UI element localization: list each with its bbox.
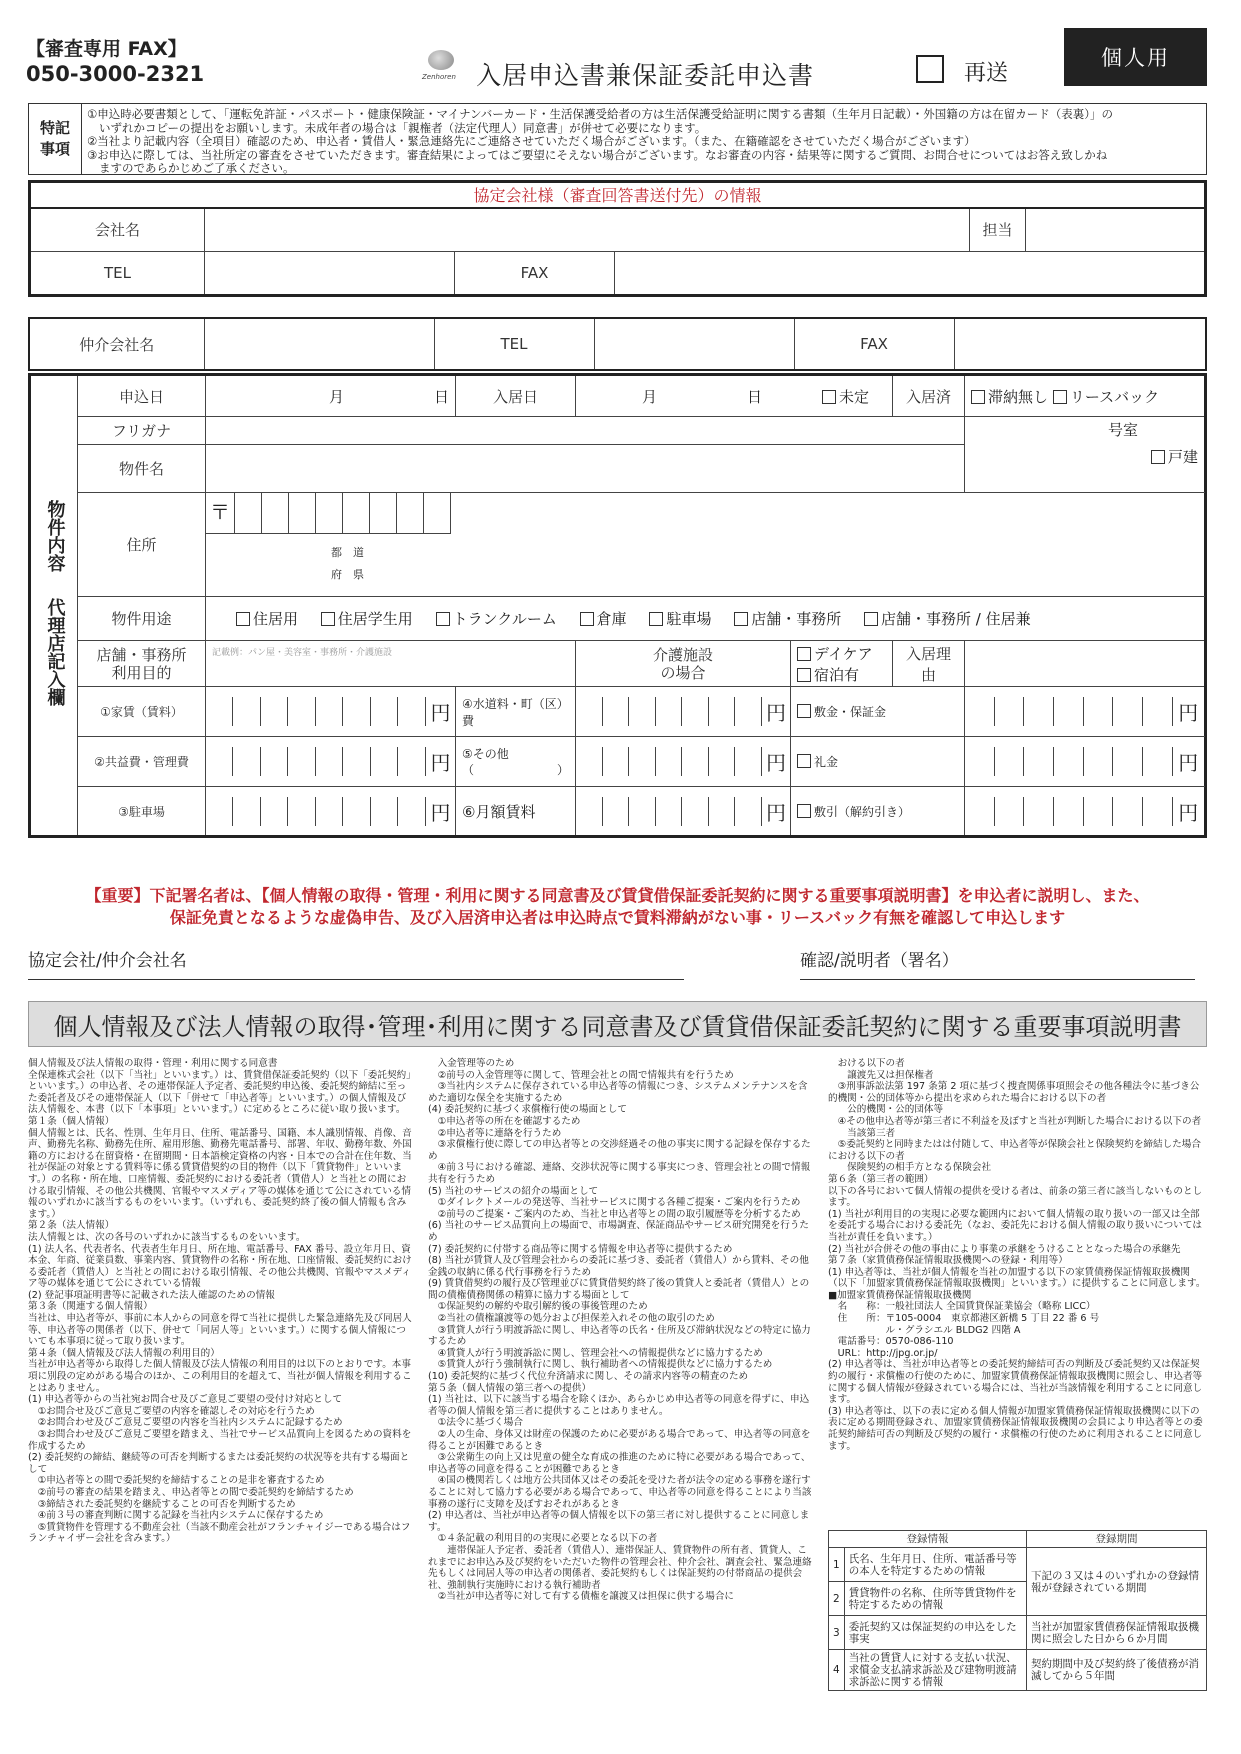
person-label: 担当	[970, 208, 1026, 252]
common-fee-label: ②共益費・管理費	[78, 737, 206, 787]
other-field[interactable]	[576, 737, 791, 787]
move-date-field[interactable]	[576, 375, 893, 417]
broker-tel-label: TEL	[434, 318, 594, 370]
month-label: 月	[642, 387, 658, 406]
deduction-checkbox[interactable]	[797, 804, 811, 818]
usage-checkbox-shop[interactable]	[734, 612, 748, 626]
stay-label: 宿泊有	[814, 665, 860, 684]
rent-label: ①家賃（賃料）	[78, 687, 206, 737]
note-line: いずれかコピーの提出をお願いします。未成年者の場合は「親権者（法定代理人）同意書」が併せて必要になります。	[99, 120, 707, 135]
reg-row-period: 下記の３又は４のいずれかの登録情報が登録されている期間	[1027, 1548, 1207, 1616]
water-label: ④水道料・町（区）費	[456, 687, 576, 737]
agency-section-title: 協定会社様（審査回答書送付先）の情報	[30, 182, 1206, 208]
consent-column-1: 個人情報及び法人情報の取得・管理・利用に関する同意書 全保連株式会社（以下「当社」といいます。）は、賃貸借保証委託契約（以下「委託契約」といいます。）の申込者、その連帯保証人予定者、委託契約申込後、委託契約締結に至った委託者及びその連帯保証人（以下「併せて「申込者等」といいます。）の個人情報及び法人情報を、本書（以下「本事項」といいます。）に定めるところに従い取り扱います。 第１条（個人情報） 個人情報とは、氏名、性別、生年月日、住所、電話番号、国籍、本人識別情報、肖像、音声、勤務先名称、勤務先住所、雇用形態、勤務先電話番号、部署、年収、勤務年数、外国籍の方における在留資格・在留期間・日本語検定資格の内容・日本での合計在住年数、当社が保証の対象とする賃料等に係る賃貸借契約の目的物件（以下「賃貸物件」といいます。）の名称・所在地、口座情報、委託契約における委託者（賃借人）と当社との間における取引情報、その他公共機関、官報やマスメディア等の媒体を通じて公にされている情報のいずれかに該当するものをいいます。（いずれも、委託契約終了後の個人情報も含みます。） 第２条（法人情報） 法人情報とは、次の各号のいずれかに該当するものをいいます。 (1) 法人名、代表者名、代表者生年月日、所在地、電話番号、FAX 番号、設立年月日、資本金、年商、従業員数、事業内容、賃貸物件の名称・所在地、口座情報、委託契約における委託者（賃借人）と当社との間における取引情報、その他公共機関、官報やマスメディア等の媒体を通じて公にされている情報 (2) 登記事項証明書等に記載された法人確認のための情報 第３条（関連する個人情報） 当社は、申込者等が、事前に本人からの同意を得て当社に提供した緊急連絡先及び同居人等、申込者等の関係者（以下、併せて「同居人等」といいます。）に関する個人情報についても本事項に従って取り扱います。 第４条（個人情報及び法人情報の利用目的） 当社が申込者等から取得した個人情報及び法人情報の利用目的は以下のとおりです。本事項に別段の定めがある場合のほか、この利用目的を超えて、当社が個人情報を利用することはありません。 (1) 申込者等からの当社宛お問合せ及びご意見ご要望の受付け対応として ①お問合せ及びご意見ご要望の内容を確認しその対応を行うため ②お問合わせ及びご意見ご要望の内容を当社内システムに記録するため ③お問合わせ及びご意見ご要望を踏まえ、当社でサービス品質向上を図るための資料を作成するため (2) 委託契約の締結、継続等の可否を判断するまたは委託契約の状況等を共有する場面として ①申込者等との間で委託契約を締結することの是非を審査するため ②前号の審査の結果を踏まえ、申込者等との間で委託契約を締結するため ③締結された委託契約を継続することの可否を判断するため ④前３号の審査判断に関する記録を当社内システムに保存するため ⑤賃貸物件を管理する不動産会社（当該不動産会社がフランチャイジーである場合はフランチャイザー会社を含みます。）	[28, 1058, 412, 1545]
furigana-label: フリガナ	[78, 417, 206, 445]
document-title: 入居申込書兼保証委託申込書	[476, 61, 815, 90]
shop-purpose-label-2: 利用目的	[111, 663, 172, 682]
furigana-field[interactable]	[206, 417, 965, 445]
apply-date-field[interactable]	[206, 375, 456, 417]
fax-field[interactable]	[615, 252, 1206, 296]
other-label	[456, 737, 576, 787]
reg-row-period: 契約期間中及び契約終了後債務が消滅してから５年間	[1027, 1650, 1207, 1691]
deduction-label	[791, 787, 965, 837]
prefecture-label-2: 府 県	[331, 568, 364, 581]
special-notes	[28, 103, 1207, 175]
notes-label-2: 事項	[39, 140, 70, 158]
room-field[interactable]	[965, 417, 1205, 493]
consent-column-2: 入金管理等のため ②前号の入金管理等に関して、管理会社との間で情報共有を行うため ③当社内システムに保存されている申込者等の情報につき、システムメンテナンスを含めた適切な保全を実施するため (4) 委託契約に基づく求償権行使の場面として ①申込者等の所在を確認するため ②申込者等に連絡を行うため ③求償権行使に際しての申込者等との交渉経過その他の事実に関する記録を保存するため ④前３号における確認、連絡、交渉状況等に関する事実につき、管理会社との間で情報共有を行うため (5) 当社のサービスの紹介の場面として ①ダイレクトメールの発送等、当社サービスに関する各種ご提案・ご案内を行うため ②前号のご提案・ご案内のため、当社と申込者等との間の取引履歴等を分析するため (6) 当社のサービス品質向上の場面で、市場調査、保証商品やサービス研究開発を行うため (7) 委託契約に付帯する商品等に関する情報を申込者等に提供するため (8) 当社が賃貸人及び管理会社からの委託に基づき、委託者（賃借人）から賃料、その他金銭の収納に係る代行事務を行うため (9) 賃貸借契約の履行及び管理並びに賃貸借契約終了後の賃貸人と委託者（賃借人）との間の債権債務関係の精算に協力する場面として ①保証契約の解約や取引解約後の事後管理のため ②当社の債権譲渡等の処分および担保差入れその他の取引のため ③賃貸人が行う明渡訴訟に関し、申込者等の氏名・住所及び滞納状況などの特定に協力するため ④賃貸人が行う明渡訴訟に関し、管理会社への情報提供などに協力するため ⑤賃貸人が行う強制執行に関し、執行補助者への情報提供などに協力するため (10) 委託契約に基づく代位弁済請求に関し、その請求内容等の精査のため 第５条（個人情報の第三者への提供） (1) 当社は、以下に該当する場合を除くほか、あらかじめ申込者等の同意を得ずに、申込者等の個人情報を第三者に提供することはありません。 ①法令に基づく場合 ②人の生命、身体又は財産の保護のために必要がある場合であって、申込者等の同意を得ることが困難であるとき ③公衆衛生の向上又は児童の健全な育成の推進のために特に必要がある場合であって、申込者等の同意を得ることが困難であるとき ④国の機関若しくは地方公共団体又はその委託を受けた者が法令の定める事務を遂行することに対して協力する必要がある場合であって、申込者等の同意を得ることにより当該事務の遂行に支障を及ぼすおそれがあるとき (2) 申込者は、当社が申込者等の個人情報を以下の第三者に対し提供することに同意します。 ①４条記載の利用目的の実現に必要となる以下の者 連帯保証人予定者、委託者（賃借人）、連帯保証人、賃貸物件の所有者、賃貸人、これまでにお申込み及び契約をいただいた物件の管理会社、仲介会社、調査会社、緊急連絡先もしくは同居人等の申込者の関係者、委託契約もしくは保証契約の付帯商品の提供会社、強制執行実施時における執行補助者 ②当社が申込者等に対して有する債権を譲渡又は担保に供する場合に	[428, 1058, 812, 1603]
reg-row-info: 当社の賃貸人に対する支払い状況、求償金支払請求訴訟及び建物明渡請求訴訟に関する情報	[844, 1650, 1026, 1691]
apply-date-label: 申込日	[78, 375, 206, 417]
day-label: 日	[747, 387, 763, 406]
usage-options	[206, 597, 1205, 641]
usage-option: トランクルーム	[452, 610, 557, 628]
reg-row-info: 賃貸物件の名称、住所等賃貸物件を特定するための情報	[844, 1582, 1026, 1616]
company-name-field[interactable]	[205, 208, 970, 252]
company-signature-line[interactable]: 協定会社/仲介会社名	[28, 946, 684, 980]
fax-number: 050-3000-2321	[26, 62, 205, 86]
reg-row-info: 委託契約又は保証契約の申込をした事実	[844, 1616, 1026, 1650]
leaseback-label: リースバック	[1069, 387, 1160, 406]
daycare-checkbox[interactable]	[797, 647, 811, 661]
shop-purpose-label	[78, 641, 206, 687]
property-table	[28, 373, 1207, 838]
zenhoren-logo-icon	[428, 50, 454, 70]
logo-text: Zenhoren	[422, 73, 456, 81]
address-field[interactable]	[206, 493, 1205, 597]
moved-in-options	[965, 375, 1206, 417]
deduction-field[interactable]	[965, 787, 1205, 837]
yen-label: 円	[425, 797, 455, 826]
key-money-label	[791, 737, 965, 787]
other-text: ⑤その他	[462, 746, 509, 761]
care-facility-label	[576, 641, 791, 687]
usage-label: 物件用途	[78, 597, 206, 641]
tel-field[interactable]	[205, 252, 455, 296]
paren-open: （	[462, 762, 475, 777]
usage-checkbox-warehouse[interactable]	[580, 612, 594, 626]
detached-checkbox[interactable]	[1151, 450, 1165, 464]
detached-label: 戸建	[1168, 448, 1199, 466]
shop-purpose-hint: 記載例：パン屋・美容室・事務所・介護施設	[212, 648, 393, 658]
note-line: ②当社より記載内容（全項目）確認のため、申込者・賃借人・緊急連絡先にご連絡させていただく場合がございます。（また、在籍確認をさせていただく場合がございます）	[87, 134, 976, 148]
property-name-field[interactable]	[206, 445, 965, 493]
daycare-label: デイケア	[814, 644, 873, 663]
room-label: 号室	[1108, 421, 1139, 439]
important-notice	[28, 885, 1207, 929]
month-label: 月	[328, 387, 344, 406]
usage-checkbox-trunkroom[interactable]	[436, 612, 450, 626]
deposit-field[interactable]	[965, 687, 1205, 737]
explainer-signature-line[interactable]: 確認/説明者（署名）	[800, 946, 1195, 980]
usage-option: 倉庫	[596, 610, 627, 628]
side-label-2: 代理店記入欄	[44, 598, 66, 706]
yen-label: 円	[425, 747, 455, 776]
stay-checkbox[interactable]	[797, 668, 811, 682]
fax-title: 【審査専用 FAX】	[26, 38, 187, 60]
care-label-2: の場合	[660, 663, 706, 682]
rent-field[interactable]	[206, 687, 456, 737]
reg-row-period: 当社が加盟家賃債務保証情報取扱機関に照会した日から６か月間	[1027, 1616, 1207, 1650]
care-options	[791, 641, 893, 687]
address-label: 住所	[78, 493, 206, 597]
leaseback-checkbox[interactable]	[1053, 390, 1067, 404]
reg-row-info: 氏名、生年月日、住所、電話番号等の本人を特定するための情報	[844, 1548, 1026, 1582]
side-label-1: 物件内容	[44, 500, 66, 572]
undecided-checkbox[interactable]	[822, 390, 836, 404]
usage-checkbox-parking[interactable]	[649, 612, 663, 626]
usage-checkbox-shop-residential[interactable]	[864, 612, 878, 626]
resend-checkbox[interactable]	[916, 55, 944, 83]
broker-fax-label: FAX	[794, 318, 954, 370]
undecided-label: 未定	[839, 387, 870, 406]
key-money-text: 礼金	[814, 755, 839, 769]
yen-label: 円	[761, 697, 790, 726]
usage-option: 住居用	[253, 610, 299, 628]
notes-label-1: 特記	[39, 119, 70, 137]
moved-in-label: 入居済	[893, 375, 965, 417]
deduction-text: 敷引（解約引き）	[814, 804, 911, 819]
broker-name-field[interactable]	[204, 318, 434, 370]
paren-close: ）	[556, 762, 569, 777]
important-line-2: 保証免責となるような虚偽申告、及び入居済申込者は申込時点で賃料滞納がない事・リースバック有無を確認して申込します	[169, 908, 1066, 927]
reg-row-no: 1	[829, 1548, 845, 1582]
no-arrears-checkbox[interactable]	[971, 390, 985, 404]
move-date-label: 入居日	[456, 375, 576, 417]
important-line-1: 【重要】下記署名者は、【個人情報の取得・管理・利用に関する同意書及び賃貸借保証委託契約に関する重要事項説明書】を申込者に説明し、また、	[85, 886, 1150, 905]
reg-col-info: 登録情報	[829, 1531, 1027, 1548]
usage-checkbox-residential[interactable]	[236, 612, 250, 626]
shop-purpose-label-1: 店舗・事務所	[96, 645, 187, 664]
person-field[interactable]	[1026, 208, 1206, 252]
usage-checkbox-student[interactable]	[321, 612, 335, 626]
monthly-rent-label: ⑥月額賃料	[456, 787, 576, 837]
reg-col-period: 登録期間	[1027, 1531, 1207, 1548]
consent-title: 個人情報及び法人情報の取得･管理･利用に関する同意書及び賃貸借保証委託契約に関する重要事項説明書	[28, 1001, 1207, 1047]
broker-fax-field[interactable]	[954, 318, 1206, 370]
reg-row-no: 3	[829, 1616, 845, 1650]
prefecture-label-1: 都 道	[331, 546, 364, 559]
monthly-rent-field[interactable]	[576, 787, 791, 837]
individual-badge: 個人用	[1064, 28, 1207, 86]
day-label: 日	[433, 387, 449, 406]
yen-label: 円	[1172, 797, 1205, 826]
yen-label: 円	[761, 797, 790, 826]
reason-label: 入居理由	[893, 641, 965, 687]
usage-option: 駐車場	[666, 610, 712, 628]
fax-label: FAX	[455, 252, 615, 296]
postal-mark: 〒	[210, 500, 230, 524]
common-fee-field[interactable]	[206, 737, 456, 787]
special-notes-label	[29, 104, 82, 174]
note-line: ③お申込に際しては、当社所定の審査をさせていただきます。審査結果によってはご要望にそえない場合がございます。なお審査の内容・結果等に関するご質問、お問合せについてはお答え致しかね	[87, 147, 1108, 162]
side-label-cell	[30, 375, 78, 837]
note-line: ますのであらかじめご了承ください。	[99, 161, 295, 175]
key-money-field[interactable]	[965, 737, 1205, 787]
yen-label: 円	[425, 697, 455, 726]
broker-tel-field[interactable]	[594, 318, 794, 370]
yen-label: 円	[1172, 747, 1205, 776]
deposit-label	[791, 687, 965, 737]
key-money-checkbox[interactable]	[797, 754, 811, 768]
reason-field[interactable]	[965, 641, 1206, 687]
tel-label: TEL	[30, 252, 205, 296]
parking-label: ③駐車場	[78, 787, 206, 837]
usage-option: 店舗・事務所 / 住居兼	[881, 610, 1031, 628]
broker-name-label: 仲介会社名	[29, 318, 204, 370]
company-name-label: 会社名	[30, 208, 205, 252]
agency-info-table	[28, 180, 1207, 297]
consent-column-3: おける以下の者 譲渡先又は担保権者 ③刑事訴訟法第 197 条第 2 項に基づく捜査関係事項照会その他各種法令に基づき公的機関・公的団体等から提出を求められた場合における以下の者 公的機関・公的団体等 ④その他申込者等が第三者に不利益を及ぼすと当社が判断した場合における以下の者 当該第三者 ⑤委託契約と同時またはは付随して、申込者等が保険会社と保険契約を締結した場合における以下の者 保険契約の相手方となる保険会社 第６条（第三者の範囲） 以下の各号において個人情報の提供を受ける者は、前条の第三者に該当しないものとします。 (1) 当社が利用目的の実現に必要な範囲内において個人情報の取り扱いの一部又は全部を委託する場合における委託先（なお、委託先における個人情報の取り扱いについては当社が責任を負います。） (2) 当社が合併その他の事由により事業の承継をうけることとなった場合の承継先 第７条（家賃債務保証情報取扱機関への登録・利用等） (1) 申込者等は、当社が個人情報を当社の加盟する以下の家賃債務保証情報取扱機関（以下「加盟家賃債務保証情報取扱機関」といいます。）に提供することに同意します。 ■加盟家賃債務保証情報取扱機関 名 称：一般社団法人 全国賃貸保証業協会（略称 LICC） 住 所：〒105-0004 東京都港区新橋 5 丁目 22 番 6 号 ル・グラシエル BLDG2 四階 A 電話番号：0570-086-110 URL：http://jpg.or.jp/ (2) 申込者等は、当社が申込者等との委託契約締結可否の判断及び委託契約又は保証契約の履行・求償権の行使のために、加盟家賃債務保証情報取扱機関に照会し、申込者等に関する個人情報が登録されている場合には、当社が当該情報を利用することに同意します。 (3) 申込者等は、以下の表に定める個人情報が加盟家賃債務保証情報取扱機関に以下の表に定める期間登録され、加盟家賃債務保証情報取扱機関の会員により申込者等との委託契約締結可否の判断及び契約の履行・求償権の行使のために利用されることに同意します。	[828, 1058, 1206, 1452]
note-line: ①申込時必要書類として、「運転免許証・パスポート・健康保険証・マイナンバーカード・生活保護受給者の方は生活保護受給証明に関する書類（生年月日記載）・外国籍の方は在留カード（表裏）」の	[87, 107, 1113, 121]
usage-option: 住居学生用	[337, 610, 413, 628]
postal-code-boxes[interactable]	[234, 493, 451, 533]
notes-text	[87, 108, 1202, 176]
yen-label: 円	[1172, 697, 1205, 726]
registration-table	[828, 1530, 1207, 1691]
no-arrears-label: 滞納無し	[988, 387, 1049, 406]
water-field[interactable]	[576, 687, 791, 737]
shop-purpose-field[interactable]	[206, 641, 576, 687]
broker-table	[28, 317, 1207, 371]
deposit-text: 敷金・保証金	[814, 705, 887, 719]
yen-label: 円	[761, 747, 790, 776]
parking-field[interactable]	[206, 787, 456, 837]
reg-row-no: 4	[829, 1650, 845, 1691]
care-label-1: 介護施設	[652, 645, 713, 664]
deposit-checkbox[interactable]	[797, 704, 811, 718]
resend-label: 再送	[964, 61, 1009, 86]
reg-row-no: 2	[829, 1582, 845, 1616]
usage-option: 店舗・事務所	[751, 610, 842, 628]
property-name-label: 物件名	[78, 445, 206, 493]
